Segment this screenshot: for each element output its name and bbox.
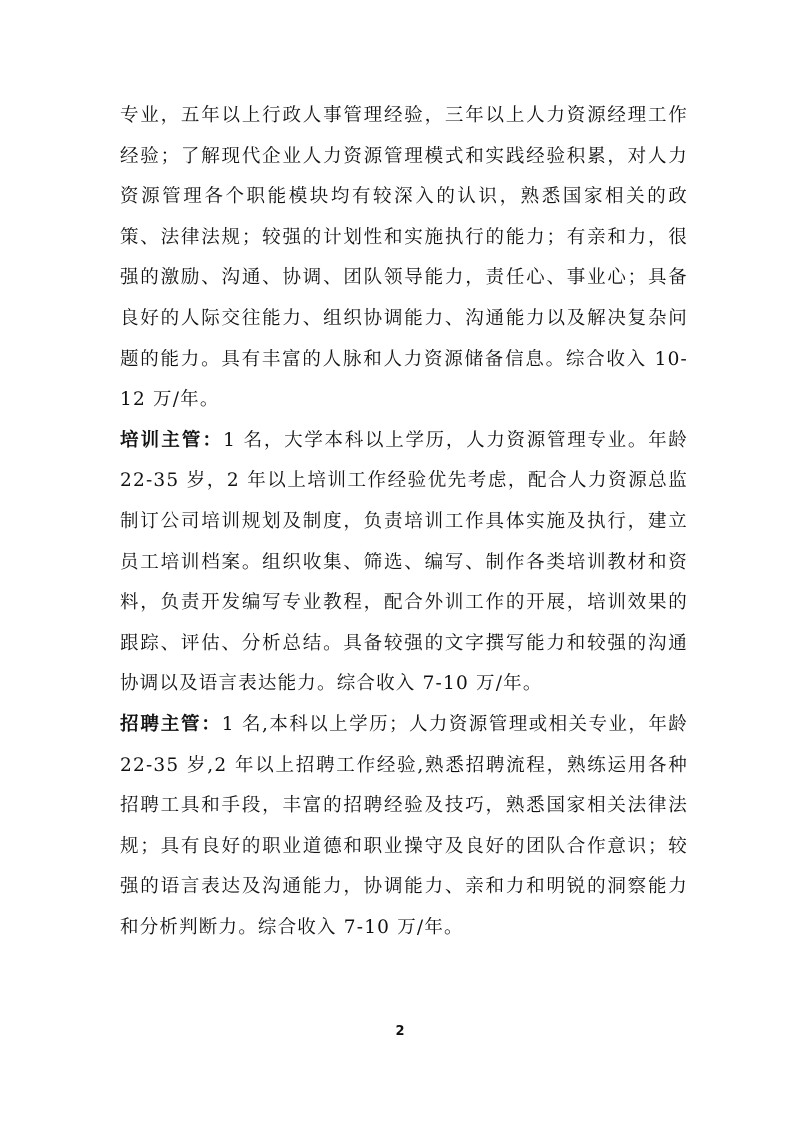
page-number: 2 bbox=[395, 1024, 405, 1039]
paragraph-recruitment-supervisor bbox=[120, 705, 688, 949]
paragraph-text: 1 名,本科以上学历；人力资源管理或相关专业，年龄 22-35 岁,2 年以上招聘工作经验,熟悉招聘流程，熟练运用各种招聘工具和手段，丰富的招聘经验及技巧，熟悉国家相关法律法规；具有良好的职业道德和职业操守及良好的团队合作意识；较强的语言表达及沟通能力，协调能力、亲和力和明锐的洞察能力和分析判断力。综合收入 7-10 万/年。 bbox=[120, 713, 688, 938]
paragraph-text: 专业，五年以上行政人事管理经验，三年以上人力资源经理工作经验；了解现代企业人力资源管理模式和实践经验积累，对人力资源管理各个职能模块均有较深入的认识，熟悉国家相关的政策、法律法规；较强的计划性和实施执行的能力；有亲和力，很强的激励、沟通、协调、团队领导能力，责任心、事业心；具备良好的人际交往能力、组织协调能力、沟通能力以及解决复杂问题的能力。具有丰富的人脉和人力资源储备信息。综合收入 10-12 万/年。 bbox=[120, 105, 688, 411]
training-supervisor-heading: 培训主管： bbox=[120, 429, 224, 451]
paragraph-training-supervisor bbox=[120, 421, 688, 705]
paragraph-hr-manager-requirements bbox=[120, 96, 688, 421]
recruitment-supervisor-heading: 招聘主管： bbox=[120, 713, 222, 735]
document-body bbox=[120, 96, 688, 948]
paragraph-text: 1 名，大学本科以上学历，人力资源管理专业。年龄 22-35 岁，2 年以上培训工作经验优先考虑，配合人力资源总监制订公司培训规划及制度，负责培训工作具体实施及执行，建立员工培训档案。组织收集、筛选、编写、制作各类培训教材和资料，负责开发编写专业教程，配合外训工作的开展，培训效果的跟踪、评估、分析总结。具备较强的文字撰写能力和较强的沟通协调以及语言表达能力。综合收入 7-10 万/年。 bbox=[120, 429, 688, 695]
